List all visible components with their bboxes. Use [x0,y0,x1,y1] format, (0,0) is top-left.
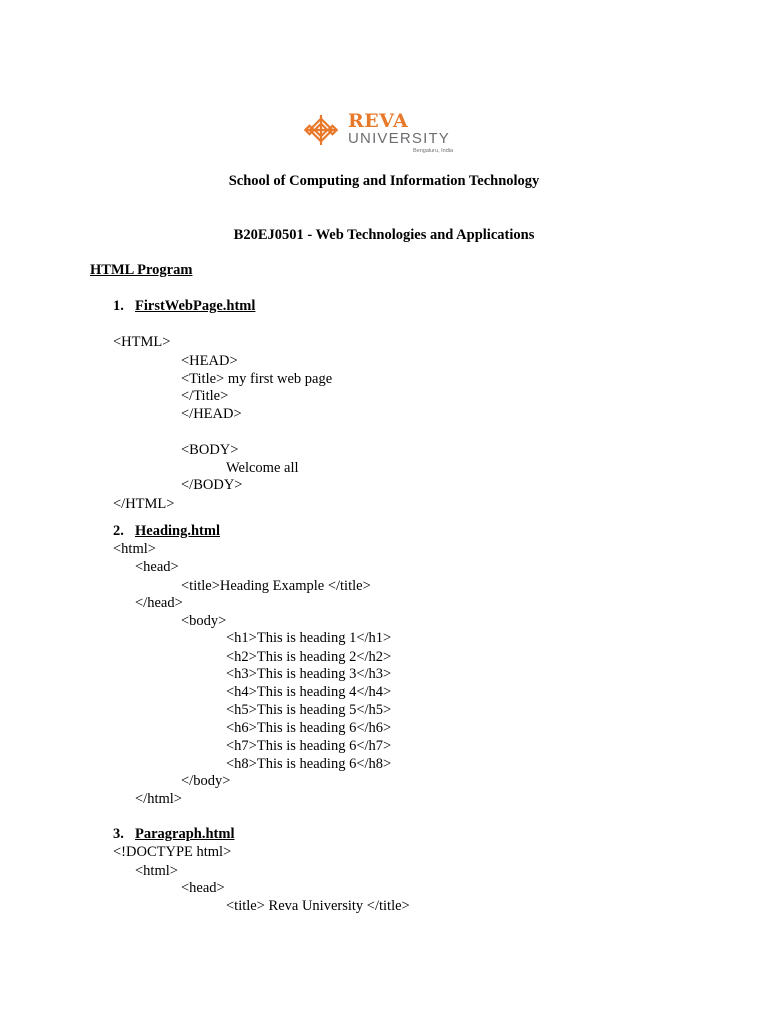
code-line: </html> [135,791,182,807]
code-line: </head> [135,595,183,611]
code-line: <head> [135,559,179,575]
program-filename: Heading.html [135,523,220,539]
reva-university-logo [304,111,474,157]
knot-emblem-icon [304,113,338,147]
code-line: <h1>This is heading 1</h1> [226,630,392,646]
program-1-heading [113,298,255,315]
code-line: <title> Reva University </title> [226,898,410,914]
section-title: HTML Program [90,262,193,278]
logo-subtitle: UNIVERSITY [348,130,451,147]
program-number: 1. [113,298,124,314]
code-line: <h8>This is heading 6</h8> [226,756,392,772]
code-line: <!DOCTYPE html> [113,844,232,860]
code-line: <Title> my first web page [181,371,333,387]
code-line: </HTML> [113,496,175,512]
code-line: <h5>This is heading 5</h5> [226,702,392,718]
code-line: </Title> [181,388,229,404]
code-line: </body> [181,773,231,789]
code-line: <body> [181,613,227,629]
code-line: <h3>This is heading 3</h3> [226,666,392,682]
school-title: School of Computing and Information Technology [228,173,540,189]
logo-name: REVA [348,110,409,132]
code-line: <h2>This is heading 2</h2> [226,649,392,665]
code-line: <h7>This is heading 6</h7> [226,738,392,754]
program-number: 2. [113,523,124,539]
code-line: <HEAD> [181,353,238,369]
program-number: 3. [113,826,124,842]
code-line: <BODY> [181,442,239,458]
code-line: <html> [113,541,156,557]
code-line: Welcome all [226,460,299,476]
code-line: <h6>This is heading 6</h6> [226,720,392,736]
code-line: </HEAD> [181,406,242,422]
program-3-heading [113,826,234,843]
code-line: <title>Heading Example </title> [181,578,371,594]
course-title: B20EJ0501 - Web Technologies and Applications [233,227,535,243]
program-2-heading [113,523,220,540]
code-line: <HTML> [113,334,171,350]
code-line: </BODY> [181,477,243,493]
program-filename: Paragraph.html [135,826,235,842]
code-line: <html> [135,863,178,879]
code-line: <h4>This is heading 4</h4> [226,684,392,700]
logo-tagline: Bengaluru, India [413,148,454,154]
code-line: <head> [181,880,225,896]
program-filename: FirstWebPage.html [135,298,256,314]
